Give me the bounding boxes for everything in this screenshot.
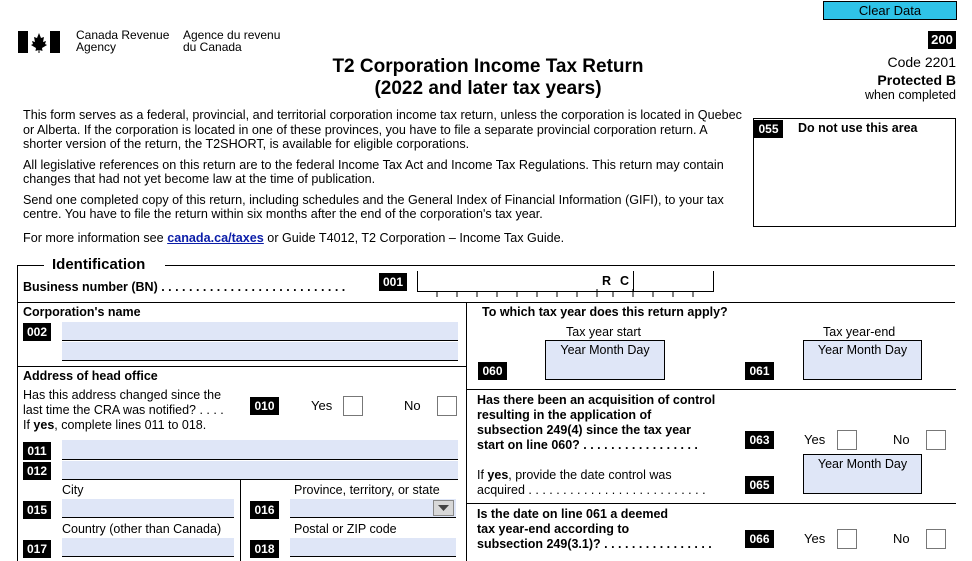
address-changed-line1: Has this address changed since the	[23, 388, 222, 402]
code-063: 063	[745, 431, 774, 449]
canada-taxes-link[interactable]: canada.ca/taxes	[167, 230, 264, 245]
city-province-divider	[240, 480, 241, 561]
deemed-yes-label: Yes	[804, 531, 826, 546]
agency-fr-line2: du Canada	[183, 40, 242, 54]
identification-top-rule-left	[17, 265, 44, 266]
acquired-line: acquired . . . . . . . . . . . . . . . . . . . . . . . . . .	[477, 483, 706, 497]
address-no-label: No	[404, 398, 421, 413]
bn-digit-ticks	[417, 284, 714, 292]
deemed-no-label: No	[893, 531, 910, 546]
form-title	[290, 56, 686, 100]
code-012: 012	[23, 462, 51, 480]
code-017: 017	[23, 540, 51, 558]
section-rule-top	[17, 302, 955, 303]
address-line-011[interactable]	[62, 440, 458, 460]
corp-name-label: Corporation's name	[23, 305, 141, 319]
acquisition-line1: Has there been an acquisition of control	[477, 393, 716, 407]
if-text: If	[23, 418, 34, 432]
acquisition-line2: resulting in the application of	[477, 408, 652, 422]
canada-flag-logo	[18, 31, 60, 53]
bn-label: Business number (BN) . . . . . . . . . . . . . . . . . . . . . . . . . . .	[23, 280, 346, 294]
bn-rc-divider	[633, 271, 634, 292]
complete-lines-text: , complete lines 011 to 018.	[54, 418, 207, 432]
tax-year-question: To which tax year does this return apply?	[482, 305, 728, 319]
acquisition-yes-checkbox[interactable]	[837, 430, 857, 450]
agency-en	[76, 29, 169, 53]
province-select[interactable]	[290, 499, 456, 518]
address-line-012[interactable]	[62, 461, 458, 480]
code-018: 018	[250, 540, 279, 558]
code-066: 066	[745, 530, 774, 548]
dropdown-arrow-icon[interactable]	[433, 500, 454, 516]
code-016: 016	[250, 501, 279, 519]
corp-name-line1[interactable]	[62, 322, 458, 341]
code-002: 002	[23, 323, 51, 341]
code-060: 060	[478, 362, 507, 380]
acquisition-no-checkbox[interactable]	[926, 430, 946, 450]
agency-fr	[183, 29, 280, 53]
postal-input[interactable]	[290, 538, 456, 557]
corp-name-line2[interactable]	[62, 342, 458, 361]
agency-en-line1: Canada Revenue	[76, 28, 170, 42]
identification-heading: Identification	[52, 256, 146, 273]
when-completed-label: when completed	[864, 88, 956, 102]
deemed-line1: Is the date on line 061 a deemed	[477, 507, 669, 521]
intro-paragraph-3: Send one completed copy of this return, including schedules and the General Index of Financial Information (GIFI), to your tax centre. You have to file the return within six months after the end of the corporation's tax year.	[23, 192, 724, 221]
tax-year-end-input[interactable]: Year Month Day	[803, 340, 922, 380]
code-015: 015	[23, 501, 51, 519]
deemed-line2: tax year-end according to	[477, 522, 630, 536]
tax-year-start-label: Tax year start	[566, 325, 642, 339]
acquisition-line3: subsection 249(4) since the tax year	[477, 423, 691, 437]
form-title-line2: (2022 and later tax years)	[374, 78, 602, 99]
acquisition-no-label: No	[893, 432, 910, 447]
code-010: 010	[250, 397, 279, 415]
acquisition-rule	[466, 503, 956, 504]
acquisition-line4: start on line 060? . . . . . . . . . . . . . . . . .	[477, 438, 698, 452]
code-065: 065	[745, 476, 774, 494]
intro-paragraph-2: All legislative references on this return are to the federal Income Tax Act and Income Tax Regulations. This return may contain changes that had not yet become law at the time of publication.	[23, 157, 724, 186]
form-title-line1: T2 Corporation Income Tax Return	[332, 56, 644, 77]
address-changed-line2: last time the CRA was notified? . . . .	[23, 403, 224, 417]
center-divider	[466, 302, 467, 561]
deemed-no-checkbox[interactable]	[926, 529, 946, 549]
tax-year-end-label: Tax year-end	[823, 325, 896, 339]
acquisition-yes-label: Yes	[804, 432, 826, 447]
address-yes-label: Yes	[311, 398, 333, 413]
agency-en-line2: Agency	[76, 40, 117, 54]
address-changed-no-checkbox[interactable]	[437, 396, 457, 416]
more-info-text: For more information see	[23, 230, 168, 245]
acquisition-question	[477, 393, 715, 453]
postal-label: Postal or ZIP code	[294, 522, 397, 536]
code-055: 055	[754, 120, 783, 138]
form-number-box: 200	[928, 31, 956, 49]
yes-bold-text: yes	[33, 418, 55, 432]
intro-text	[23, 108, 743, 245]
guide-text: or Guide T4012, T2 Corporation – Income Tax Guide.	[263, 230, 565, 245]
yes-bold-text-2: yes	[487, 468, 509, 482]
tax-year-start-input[interactable]: Year Month Day	[545, 340, 665, 380]
if-yes-line	[477, 468, 706, 483]
provide-date-text: , provide the date control was	[508, 468, 672, 482]
country-input[interactable]	[62, 538, 234, 557]
agency-fr-line1: Agence du revenu	[183, 28, 281, 42]
country-label: Country (other than Canada)	[62, 522, 222, 536]
address-changed-question	[23, 388, 224, 433]
deemed-yes-checkbox[interactable]	[837, 529, 857, 549]
province-label: Province, territory, or state	[294, 483, 440, 497]
address-changed-yes-checkbox[interactable]	[343, 396, 363, 416]
tax-year-rule	[466, 389, 956, 390]
acquisition-date-label	[477, 468, 706, 498]
do-not-use-label: Do not use this area	[798, 121, 918, 135]
intro-paragraph-1: This form serves as a federal, provincial, and territorial corporation income tax return, unless the corporation is located in Quebec or Alberta. If the corporation is located in one of these provinces, you have to file a separate provincial corporation return. A shorter version of the return, the T2SHORT, is available for eligible corporations.	[23, 108, 742, 151]
protected-label: Protected B	[877, 72, 956, 88]
code-011: 011	[23, 442, 51, 460]
address-label: Address of head office	[23, 369, 158, 383]
code-061: 061	[745, 362, 774, 380]
intro-paragraph-4	[23, 231, 743, 246]
deemed-line3: subsection 249(3.1)? . . . . . . . . . . . . . . . .	[477, 537, 712, 551]
acquisition-date-input[interactable]: Year Month Day	[803, 454, 922, 494]
code-001: 001	[379, 273, 407, 291]
form-code: Code 2201	[887, 54, 956, 70]
bn-c-label: C	[620, 274, 630, 288]
city-label: City	[62, 483, 84, 497]
address-rule	[17, 366, 466, 367]
clear-data-button[interactable]: Clear Data	[823, 1, 957, 20]
address-changed-line3	[23, 418, 224, 433]
deemed-question	[477, 507, 712, 552]
if-text-2: If	[477, 468, 488, 482]
bn-r-label: R	[602, 274, 612, 288]
identification-top-rule-right	[165, 265, 955, 266]
city-input[interactable]	[62, 499, 234, 518]
identification-left-rule	[17, 265, 18, 561]
